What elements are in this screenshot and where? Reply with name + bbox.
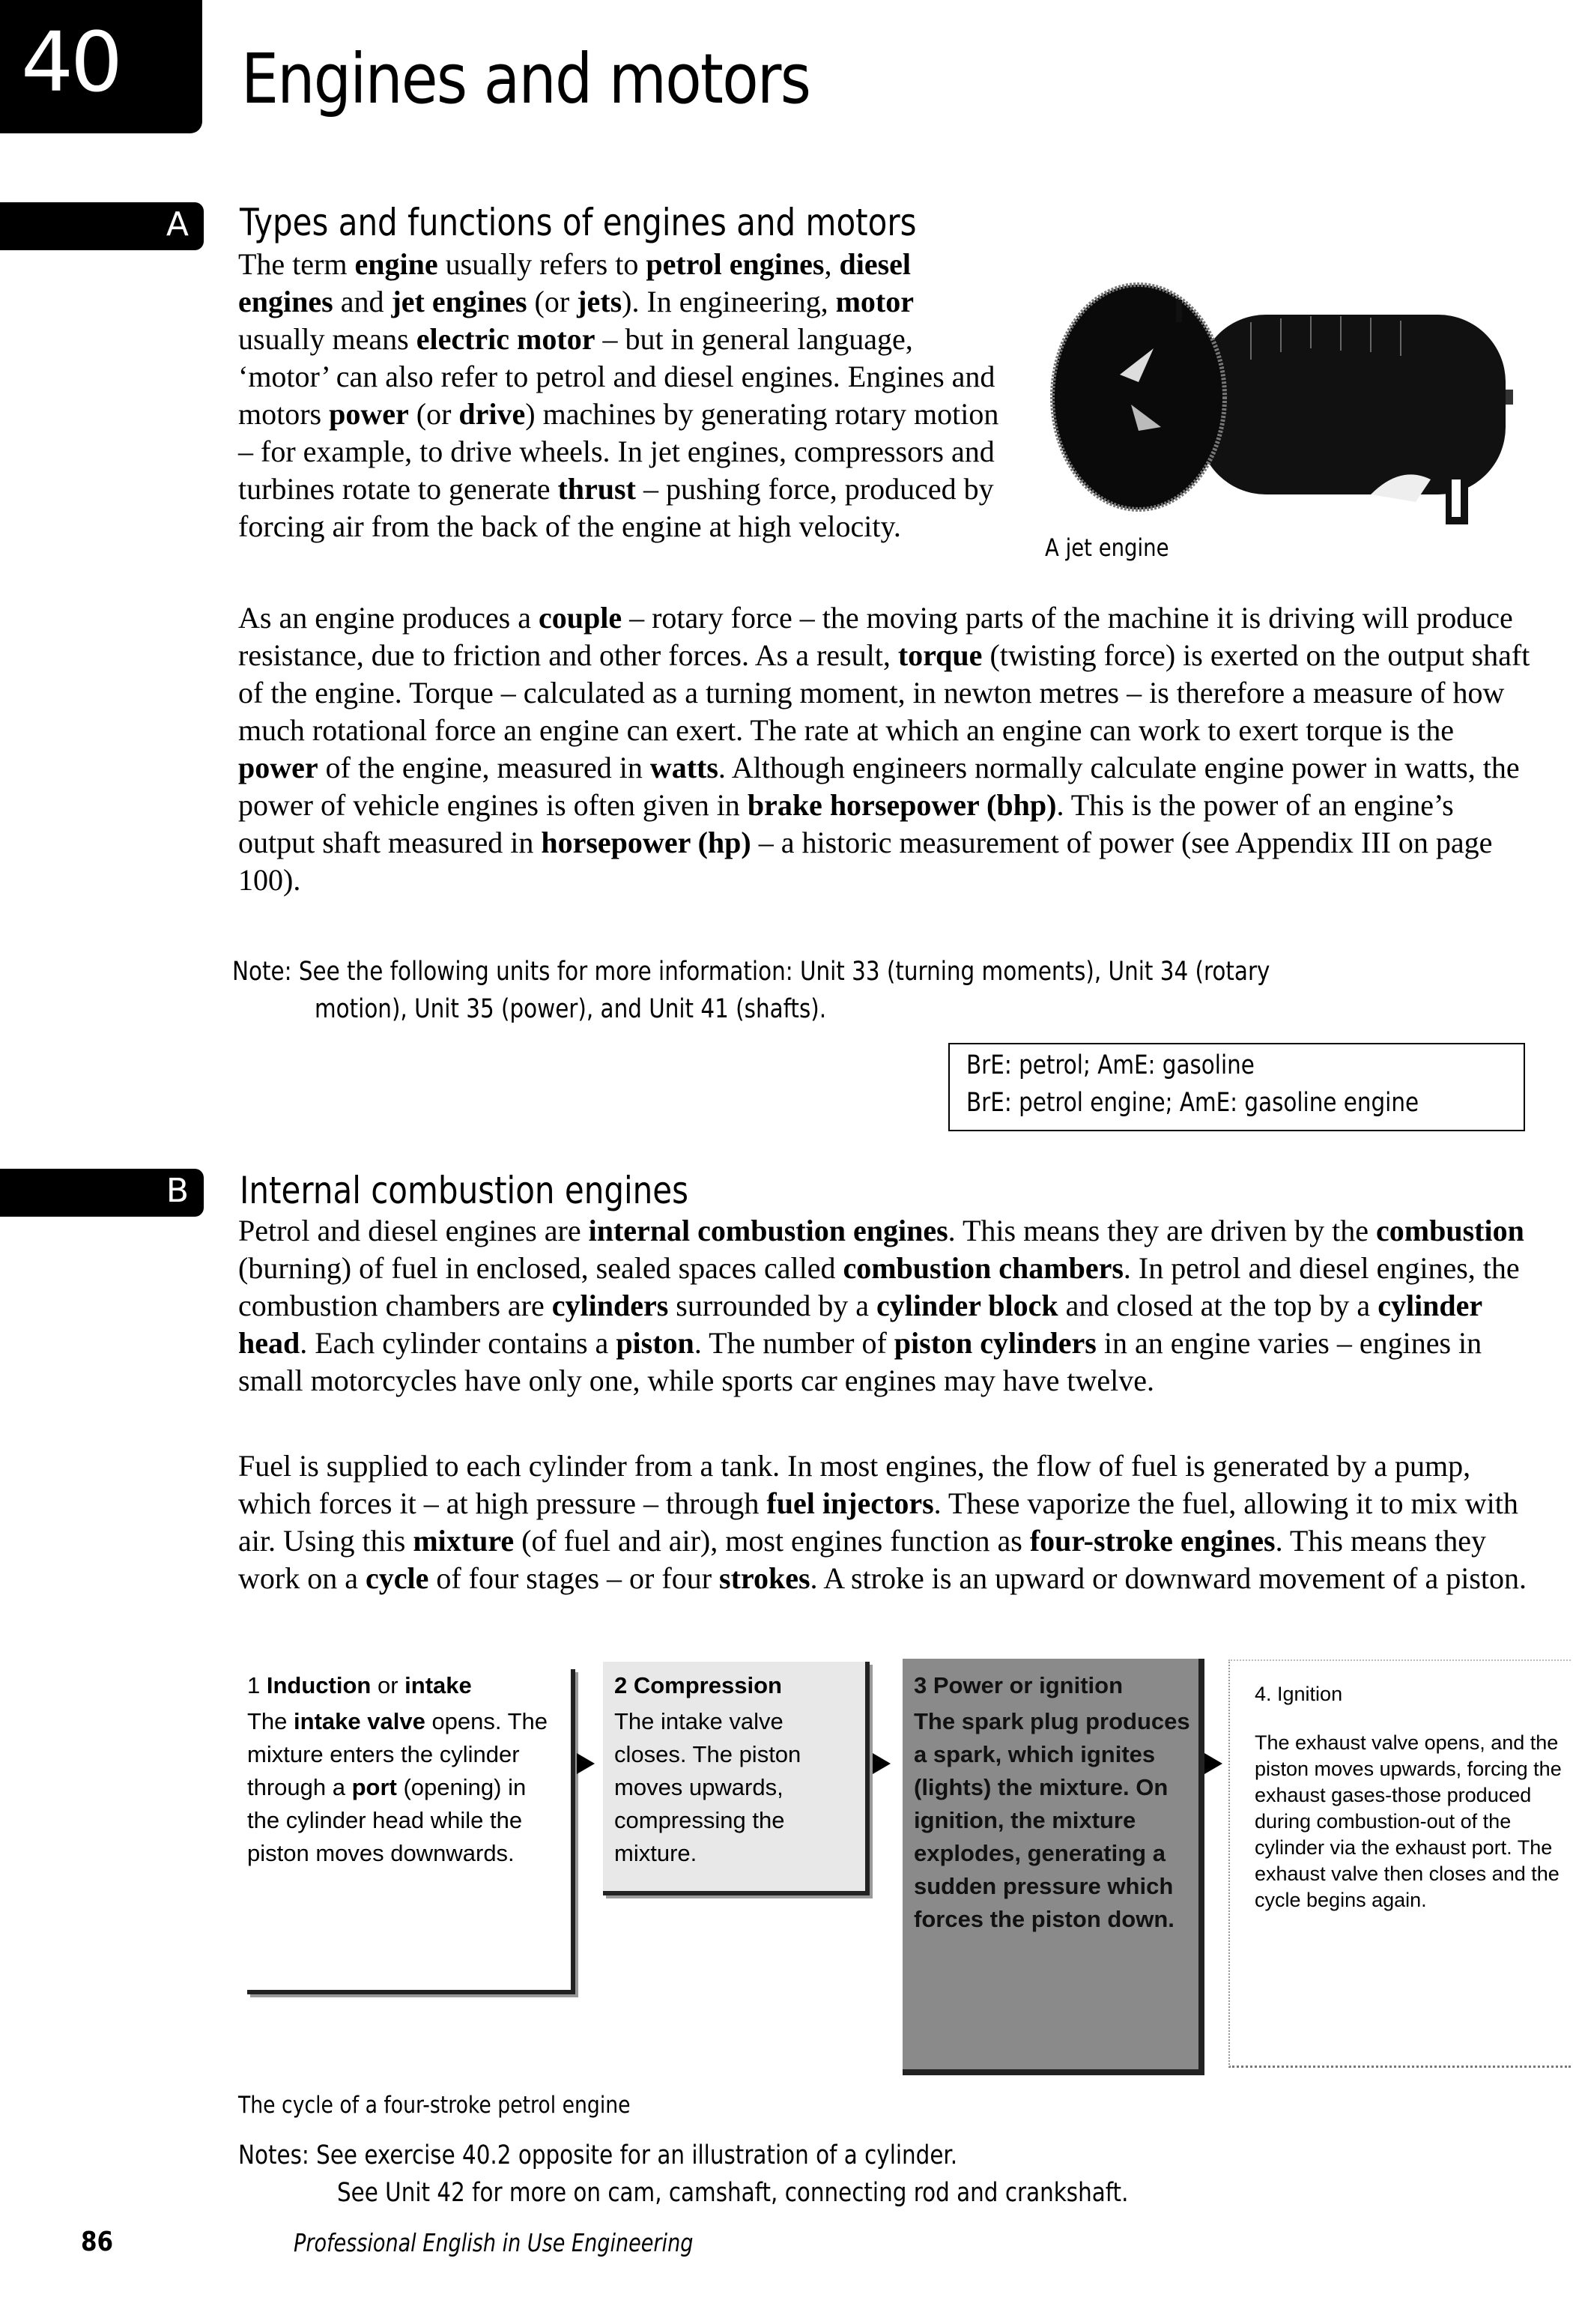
unit-number: 40 — [21, 14, 120, 110]
unit-number-badge — [0, 0, 202, 133]
key-term: cylinder block — [876, 1289, 1058, 1322]
key-term: four-stroke engines — [1029, 1524, 1276, 1558]
arrow-right-icon — [577, 1753, 595, 1774]
key-term: diesel engines — [238, 247, 912, 318]
key-term: jet engines — [391, 285, 527, 318]
bre-ame-line: BrE: petrol; AmE: gasoline — [966, 1050, 1255, 1080]
key-term: horsepower (hp) — [541, 826, 751, 859]
section-letter: B — [166, 1172, 189, 1210]
stage-induction — [247, 1669, 554, 1984]
key-term: 3 Power or ignition — [914, 1672, 1124, 1698]
notes-line: See Unit 42 for more on cam, camshaft, connecting rod and crankshaft. — [337, 2178, 1129, 2208]
section-a-badge — [0, 202, 204, 250]
section-letter: A — [166, 205, 189, 243]
bre-ame-line: BrE: petrol engine; AmE: gasoline engine — [966, 1088, 1419, 1118]
section-b-badge — [0, 1169, 204, 1217]
stage-exhaust — [1255, 1681, 1569, 1913]
page-title: Engines and motors — [241, 39, 810, 119]
key-term: torque — [897, 638, 983, 672]
key-term: mixture — [413, 1524, 515, 1558]
section-a-paragraph-1: The term engine usually refers to petrol engines, diesel engines and jet engines (or jets). In engineering, motor usually means electric motor – but in general language, ‘motor’ can also refer to petrol and diesel engines. Engines and motors power (or drive) machines by generating rotary motion – for example, to drive wheels. In jet engines, compressors and turbines rotate to generate thrust – pushing force, produced by forcing air from the back of the engine at high velocity. — [238, 247, 999, 543]
section-a-paragraph-2: As an engine produces a couple – rotary force – the moving parts of the machine it is driving will produce resistance, due to friction and other forces. As a result, torque (twisting force) is exerted on the output shaft of the engine. Torque – calculated as a turning moment, in newton metres – is therefore a measure of how much rotational force an engine can exert. The rate at which an engine can work to exert torque is the power of the engine, measured in watts. Although engineers normally calculate engine power in watts, the power of vehicle engines is often given in brake horsepower (bhp). This is the power of an engine’s output shaft measured in horsepower (hp) – a historic measurement of power (see Appendix III on page 100). — [238, 601, 1530, 897]
section-b-paragraph-2: Fuel is supplied to each cylinder from a tank. In most engines, the flow of fuel is generated by a pump, which forces it – at high pressure – through fuel injectors. These vaporize the fuel, allowing it to mix with air. Using this mixture (of fuel and air), most engines function as four-stroke engines. This means they work on a cycle of four stages – or four strokes. A stroke is an upward or downward movement of a piston. — [238, 1449, 1527, 1595]
stage-description: The intake valve opens. The mixture enters the cylinder through a port (opening) in the cylinder head while the piston moves downwards. — [247, 1708, 548, 1866]
stage-compression — [614, 1669, 861, 1870]
book-title: Professional English in Use Engineering — [294, 2228, 694, 2257]
note-units-continued: motion), Unit 35 (power), and Unit 41 (shafts). — [315, 994, 827, 1024]
stage-description: The spark plug produces a spark, which ignites (lights) the mixture. On ignition, the mixture explodes, generating a sudden pressure which forces the piston down. — [914, 1708, 1190, 1932]
jet-engine-figure — [1041, 270, 1521, 524]
notes-line: Notes: See exercise 40.2 opposite for an illustration of a cylinder. — [238, 2140, 958, 2170]
key-term: electric motor — [416, 322, 595, 356]
section-b-heading: Internal combustion engines — [240, 1169, 689, 1212]
note-units: Note: See the following units for more information: Unit 33 (turning moments), Unit 34 (rotary — [232, 957, 1270, 987]
key-term: cylinders — [551, 1289, 669, 1322]
stage-description: The exhaust valve opens, and the piston moves upwards, forcing the exhaust gases-those produced during combustion-out of the cylinder via the exhaust port. The exhaust valve then closes and the cycle begins again. — [1255, 1731, 1562, 1911]
section-a-heading: Types and functions of engines and motors — [240, 201, 917, 244]
key-term: jets — [577, 285, 622, 318]
key-term: watts — [649, 751, 718, 784]
key-term: combustion — [1376, 1214, 1524, 1247]
stage-title — [614, 1669, 861, 1702]
key-term: piston cylinders — [894, 1326, 1097, 1360]
arrow-right-icon — [873, 1753, 891, 1774]
key-term: cylinder head — [238, 1289, 1482, 1360]
key-term: Induction — [266, 1672, 372, 1698]
key-term: fuel injectors — [766, 1486, 934, 1520]
key-term: intake — [404, 1672, 472, 1698]
arrow-right-icon — [1204, 1753, 1222, 1774]
key-term: petrol engines — [646, 247, 825, 281]
key-term: motor — [835, 285, 914, 318]
key-term: cycle — [365, 1561, 429, 1595]
key-term: power — [329, 397, 409, 431]
key-term: brake horsepower (bhp) — [747, 788, 1057, 822]
bre-ame-box — [948, 1043, 1525, 1131]
page-number: 86 — [81, 2227, 114, 2257]
figure-caption: A jet engine — [1045, 533, 1169, 562]
key-term: internal combustion engines — [588, 1214, 948, 1247]
key-term: drive — [458, 397, 526, 431]
key-term: couple — [538, 601, 622, 635]
key-term: combustion chambers — [843, 1251, 1124, 1285]
key-term: strokes — [719, 1561, 810, 1595]
key-term: intake valve — [294, 1708, 425, 1734]
key-term: thrust — [557, 472, 636, 506]
stage-description: The intake valve closes. The piston moves upwards, compressing the mixture. — [614, 1708, 801, 1866]
stage-power — [914, 1669, 1195, 1936]
diagram-caption: The cycle of a four-stroke petrol engine — [238, 2092, 631, 2119]
stage-title — [914, 1669, 1195, 1702]
key-term: engine — [354, 247, 438, 281]
section-b-paragraph-1: Petrol and diesel engines are internal combustion engines. This means they are driven by the combustion (burning) of fuel in enclosed, sealed spaces called combustion chambers. In petrol and diesel engines, the combustion chambers are cylinders surrounded by a cylinder block and closed at the top by a cylinder head. Each cylinder contains a piston. The number of piston cylinders in an engine varies – engines in small motorcycles have only one, while sports car engines may have twelve. — [238, 1214, 1524, 1397]
jet-engine-icon — [1052, 285, 1513, 524]
key-term: port — [351, 1774, 397, 1800]
stage-title: 1 Induction or intake — [247, 1672, 472, 1698]
stage-title: 4. Ignition — [1255, 1683, 1343, 1705]
key-term: piston — [616, 1326, 694, 1360]
key-term: 2 Compression — [614, 1672, 782, 1698]
key-term: power — [238, 751, 318, 784]
